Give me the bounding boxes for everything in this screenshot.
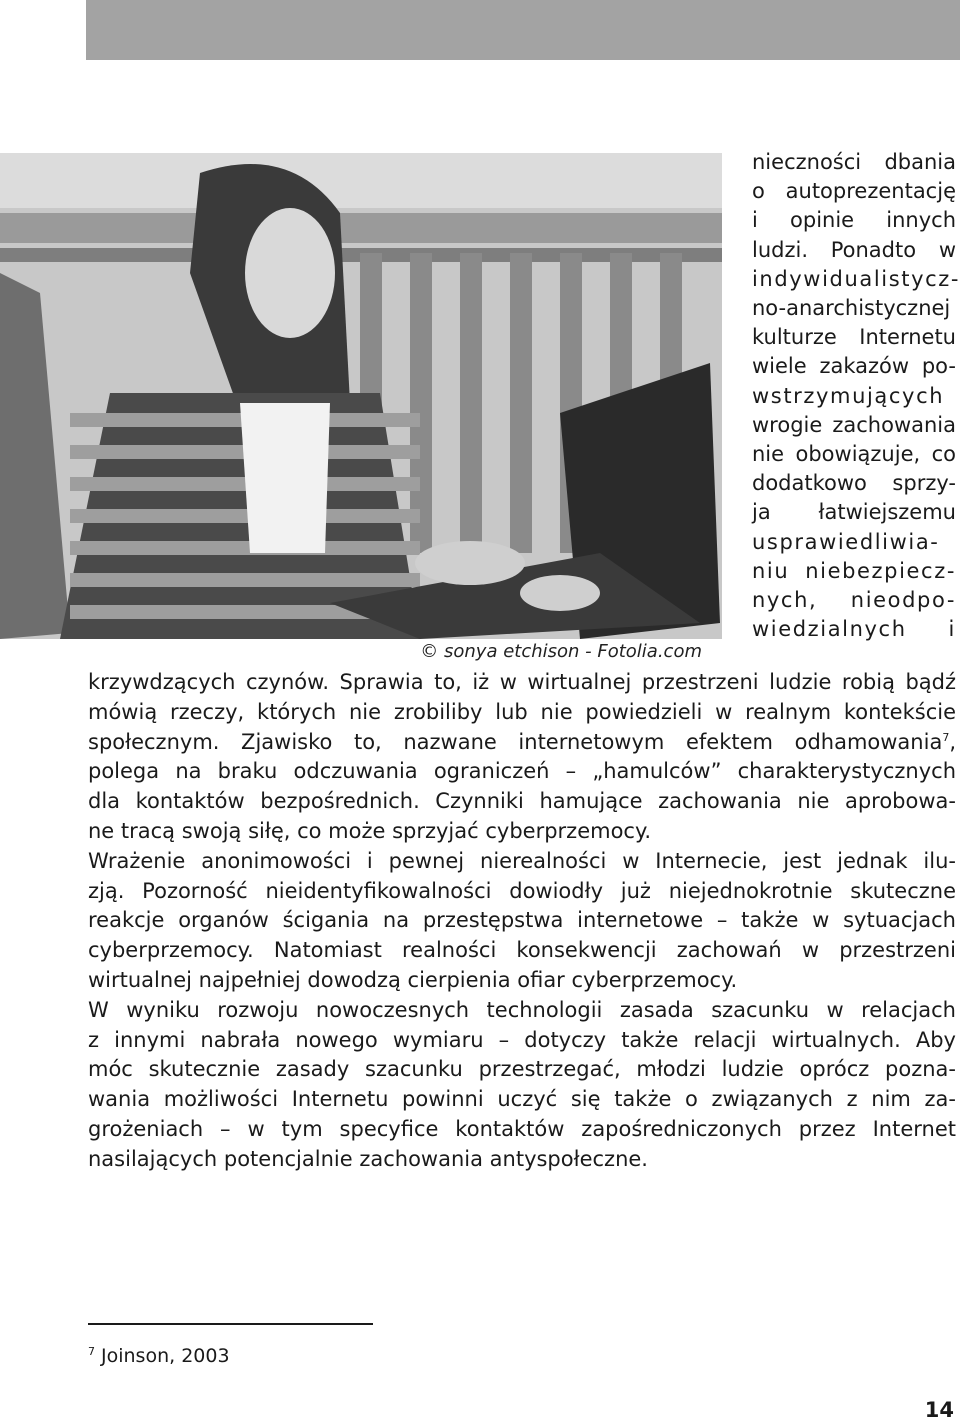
text-line: ludzi. Ponadto w [752, 237, 956, 262]
text-line: wiedzialnych i [752, 617, 956, 642]
text-line: wrogie zachowania [752, 412, 956, 437]
footnote [88, 1344, 230, 1368]
text-line: móc skutecznie zasady szacunku przestrzegać, młodzi ludzie oprócz pozna- [88, 1057, 956, 1082]
text-line: nych, nieodpo- [752, 588, 956, 613]
body-text [88, 668, 956, 1175]
text-line: reakcje organów ścigania na przestępstwa internetowe – także w sytuacjach [88, 908, 956, 933]
header-band [86, 0, 960, 60]
text-line: indywidualistycz- [752, 266, 960, 291]
text-line: Wrażenie anonimowości i pewnej nierealności w Internecie, jest jednak ilu- [88, 848, 956, 873]
text-line: i opinie innych [752, 208, 956, 233]
photo-credit: © sonya etchison - Fotolia.com [420, 641, 702, 662]
text-line: polega na braku odczuwania ograniczeń – „hamulców” charakterystycznych [88, 759, 956, 784]
text-line: cyberprzemocy. Natomiast realności konsekwencji zachowań w przestrzeni [88, 938, 956, 963]
text-line: wiele zakazów po- [752, 354, 956, 379]
text-line: wania możliwości Internetu powinni uczyć się także o związanych z nim za- [88, 1087, 956, 1112]
text-line: niu niebezpiecz- [752, 558, 956, 583]
footnote-divider [88, 1323, 373, 1325]
page-number: 14 [924, 1398, 954, 1422]
text-line: grożeniach – w tym specyfice kontaktów zapośredniczonych przez Internet [88, 1116, 956, 1141]
side-column-text [752, 148, 960, 644]
text-fragment: społecznym. Zjawisko to, nazwane internetowym efektem odhamowania [88, 729, 943, 754]
text-line: no-anarchistycznej [752, 296, 951, 321]
text-line: z innymi nabrała nowego wymiaru – dotyczy także relacji wirtualnych. Aby [88, 1027, 956, 1052]
text-line: ne tracą swoją siłę, co może sprzyjać cyberprzemocy. [88, 818, 652, 843]
footnote-text: Joinson, 2003 [101, 1345, 230, 1367]
photo-girl-laptop [0, 153, 722, 639]
text-line: nasilających potencjalnie zachowania antyspołeczne. [88, 1146, 648, 1171]
text-line: o autoprezentację [752, 179, 956, 204]
text-line: dodatkowo sprzy- [752, 471, 956, 496]
text-line: kulturze Internetu [752, 325, 956, 350]
text-line: ja łatwiejszemu [752, 500, 956, 525]
photo-illustration [0, 153, 722, 639]
text-line: krzywdzących czynów. Sprawia to, iż w wirtualnej przestrzeni ludzie robią bądź [88, 670, 956, 694]
text-line: mówią rzeczy, których nie zrobiliby lub nie powiedzieli w realnym kontekście [88, 699, 956, 724]
text-line: usprawiedliwia- [752, 529, 940, 554]
text-line: wstrzymujących [752, 383, 945, 408]
text-line: nie obowiązuje, co [752, 442, 956, 467]
footnote-reference[interactable]: 7 [942, 730, 950, 744]
text-line: wirtualnej najpełniej dowodzą cierpienia ofiar cyberprzemocy. [88, 967, 738, 992]
text-line: nieczności dbania [752, 150, 956, 174]
text-line: W wyniku rozwoju nowoczesnych technologii zasada szacunku w relacjach [88, 997, 956, 1022]
text-line: dla kontaktów bezpośrednich. Czynniki hamujące zachowania nie aprobowa- [88, 789, 956, 814]
text-fragment: , [949, 729, 956, 754]
text-line [88, 728, 956, 758]
text-line: zją. Pozorność nieidentyfikowalności dowiodły już niejednokrotnie skuteczne [88, 878, 956, 903]
footnote-number: 7 [88, 1344, 95, 1358]
